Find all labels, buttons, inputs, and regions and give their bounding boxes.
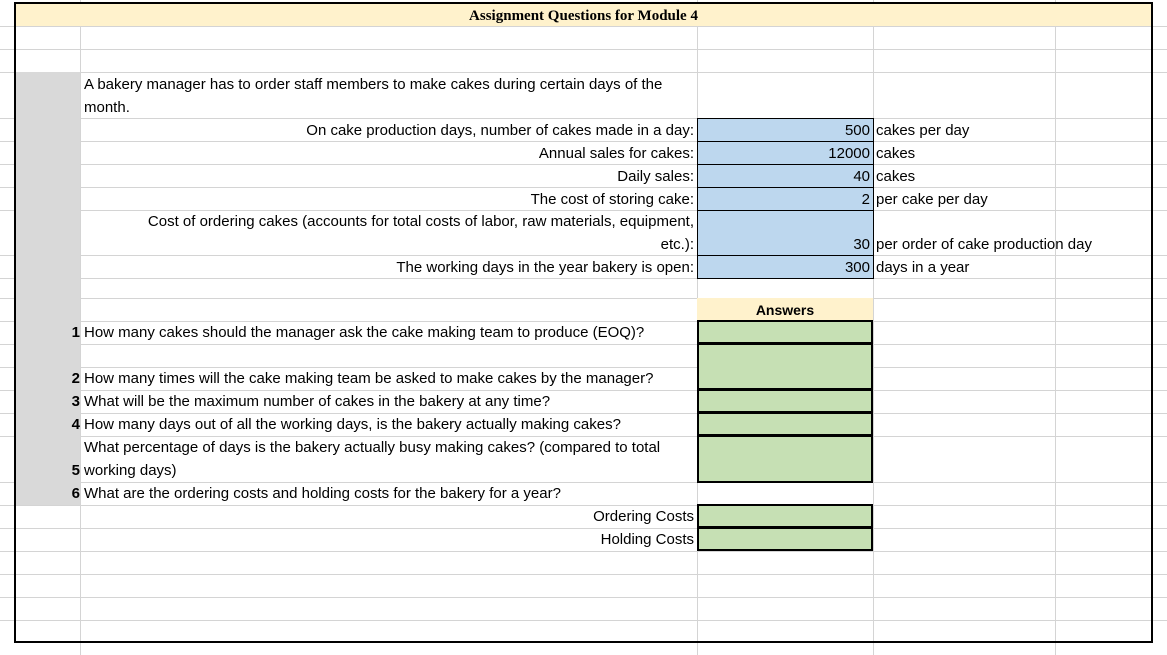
- question-number-6: 6: [71, 485, 80, 502]
- question-text-5-line2: working days): [84, 462, 177, 479]
- question-number-5: 5: [71, 462, 80, 479]
- input-value-working-days: 300: [844, 259, 870, 276]
- unit-production: cakes per day: [876, 122, 970, 139]
- unit-ordering-cost: per order of cake production day: [876, 236, 1092, 253]
- unit-annual-sales: cakes: [876, 145, 916, 162]
- unit-working-days: days in a year: [876, 259, 970, 276]
- question-text-1: How many cakes should the manager ask the cake making team to produce (EOQ)?: [84, 324, 645, 341]
- input-value-daily-sales: 40: [853, 168, 870, 185]
- input-label-production: On cake production days, number of cakes made in a day:: [306, 122, 694, 139]
- answers-header: Answers: [697, 298, 873, 320]
- question-number-2: 2: [71, 370, 80, 387]
- holding-costs-label: Holding Costs: [600, 531, 694, 548]
- question-number-4: 4: [71, 416, 80, 433]
- question-number-1: 1: [71, 324, 80, 341]
- intro-line-1: A bakery manager has to order staff members to make cakes during certain days of the: [84, 76, 663, 93]
- input-label-ordering-cost-line1: Cost of ordering cakes (accounts for total costs of labor, raw materials, equipment,: [147, 213, 694, 230]
- input-value-storing-cost: 2: [861, 191, 870, 208]
- question-text-4: How many days out of all the working days, is the bakery actually making cakes?: [84, 416, 621, 433]
- sheet-title: Assignment Questions for Module 4: [469, 8, 698, 24]
- intro-line-2: month.: [84, 99, 130, 116]
- input-label-storing-cost: The cost of storing cake:: [530, 191, 694, 208]
- input-label-daily-sales: Daily sales:: [617, 168, 694, 185]
- question-text-2: How many times will the cake making team be asked to make cakes by the manager?: [84, 370, 654, 387]
- input-value-annual-sales: 12000: [828, 145, 870, 162]
- input-label-ordering-cost-line2: etc.):: [660, 236, 694, 253]
- input-value-production: 500: [844, 122, 870, 139]
- input-value-ordering-cost: 30: [853, 236, 870, 253]
- unit-storing-cost: per cake per day: [876, 191, 988, 208]
- question-text-3: What will be the maximum number of cakes in the bakery at any time?: [84, 393, 551, 410]
- sheet-border: [14, 2, 1153, 643]
- question-text-5-line1: What percentage of days is the bakery actually busy making cakes? (compared to total: [84, 439, 661, 456]
- ordering-costs-label: Ordering Costs: [593, 508, 694, 525]
- input-label-working-days: The working days in the year bakery is open:: [396, 259, 694, 276]
- input-label-annual-sales: Annual sales for cakes:: [538, 145, 694, 162]
- unit-daily-sales: cakes: [876, 168, 916, 185]
- question-number-3: 3: [71, 393, 80, 410]
- question-text-6: What are the ordering costs and holding costs for the bakery for a year?: [84, 485, 561, 502]
